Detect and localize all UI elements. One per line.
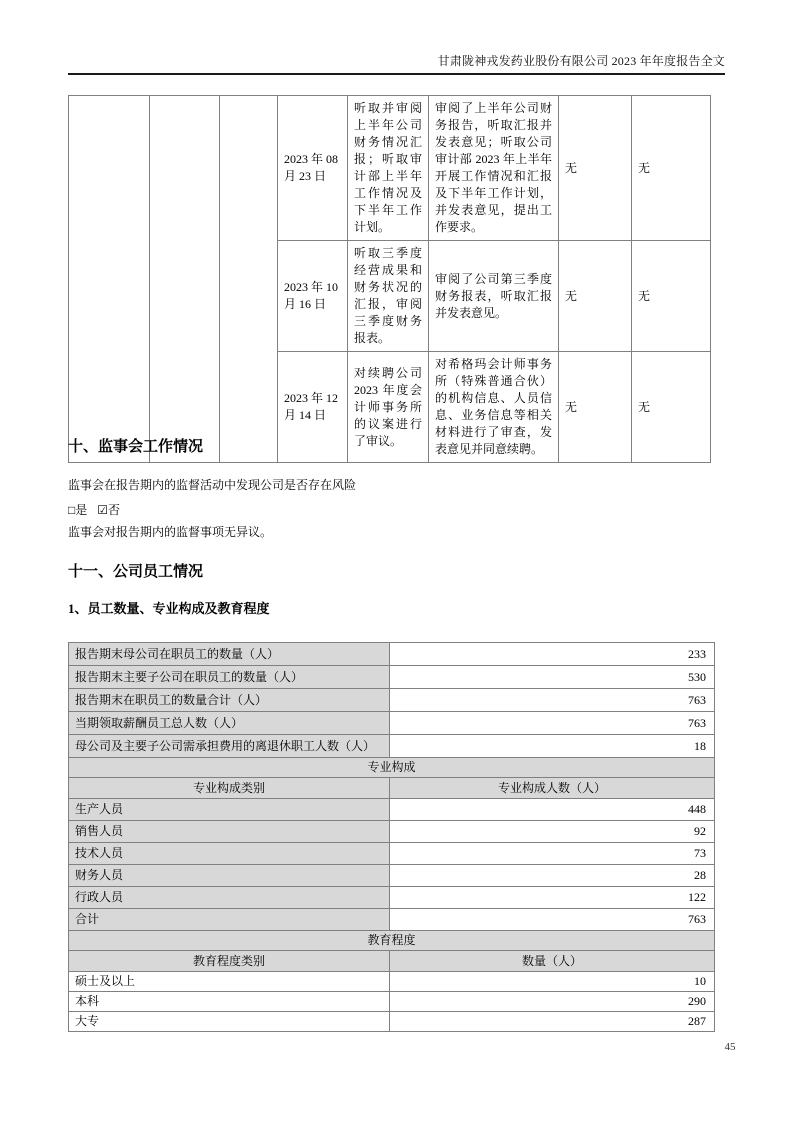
checkbox-yes: □是	[68, 503, 88, 517]
page-header	[68, 52, 725, 69]
table-row	[69, 643, 715, 666]
meeting-other2-cell: 无	[632, 352, 711, 463]
employee-stat-label: 报告期末母公司在职员工的数量（人）	[69, 643, 390, 666]
table-row	[69, 712, 715, 735]
meeting-proposal-cell: 听取三季度经营成果和财务状况的汇报，审阅三季度财务报表。	[348, 241, 429, 352]
employee-stat-value: 530	[390, 666, 715, 689]
table-row	[69, 735, 715, 758]
table-row	[69, 992, 715, 1012]
employee-stat-label: 母公司及主要子公司需承担费用的离退休职工人数（人）	[69, 735, 390, 758]
employee-stat-value: 18	[390, 735, 715, 758]
table-row	[69, 821, 715, 843]
checkbox-no-checked: ☑否	[97, 503, 121, 517]
profession-label: 销售人员	[69, 821, 390, 843]
profession-label: 技术人员	[69, 843, 390, 865]
employee-stat-label: 报告期末在职员工的数量合计（人）	[69, 689, 390, 712]
employee-stat-label: 当期领取薪酬员工总人数（人）	[69, 712, 390, 735]
page-header-title: 甘肃陇神戎发药业股份有限公司 2023 年年度报告全文	[437, 54, 725, 68]
education-label: 本科	[69, 992, 390, 1012]
meeting-opinion-cell: 审阅了公司第三季度财务报表，听取汇报并发表意见。	[429, 241, 559, 352]
employee-stat-value: 233	[390, 643, 715, 666]
supervisory-no-objection: 监事会对报告期内的监督事项无异议。	[68, 525, 273, 539]
table-section-header	[69, 931, 715, 951]
education-label: 大专	[69, 1012, 390, 1032]
empty-cell	[220, 96, 278, 463]
profession-label: 行政人员	[69, 887, 390, 909]
section-employees-title: 十一、公司员工情况	[68, 564, 204, 580]
profession-total-value: 763	[390, 909, 715, 931]
table-column-header	[69, 951, 715, 972]
profession-section-title: 专业构成	[69, 758, 715, 778]
header-rule	[68, 73, 725, 75]
education-col1-header: 教育程度类别	[69, 951, 390, 972]
profession-value: 28	[390, 865, 715, 887]
meeting-date-cell: 2023 年 10 月 16 日	[278, 241, 348, 352]
meetings-row	[69, 96, 711, 241]
meeting-other2-cell: 无	[632, 241, 711, 352]
employee-stat-value: 763	[390, 712, 715, 735]
employee-stat-value: 763	[390, 689, 715, 712]
table-row	[69, 666, 715, 689]
supervisory-risk-question: 监事会在报告期内的监督活动中发现公司是否存在风险	[68, 478, 357, 492]
meeting-date-cell: 2023 年 08 月 23 日	[278, 96, 348, 241]
meeting-opinion-cell: 审阅了上半年公司财务报告，听取汇报并发表意见；听取公司审计部 2023 年上半年开展工作情况和汇报及下半年工作计划，并发表意见，提出工作要求。	[429, 96, 559, 241]
education-col2-header: 数量（人）	[390, 951, 715, 972]
profession-value: 122	[390, 887, 715, 909]
empty-cell	[150, 96, 220, 463]
table-row	[69, 689, 715, 712]
education-section-title: 教育程度	[69, 931, 715, 951]
profession-col1-header: 专业构成类别	[69, 778, 390, 799]
profession-label: 生产人员	[69, 799, 390, 821]
employee-table	[68, 642, 715, 1032]
table-row	[69, 865, 715, 887]
table-row	[69, 843, 715, 865]
education-label: 硕士及以上	[69, 972, 390, 992]
profession-value: 92	[390, 821, 715, 843]
table-row	[69, 909, 715, 931]
page-number: 45	[724, 1041, 736, 1053]
table-section-header	[69, 758, 715, 778]
section-supervisory-title: 十、监事会工作情况	[68, 439, 204, 455]
meeting-opinion-cell: 对希格玛会计师事务所（特殊普通合伙）的机构信息、人员信息、业务信息等相关材料进行了审查，发表意见并同意续聘。	[429, 352, 559, 463]
meeting-proposal-cell: 对续聘公司 2023 年度会计师事务所的议案进行了审议。	[348, 352, 429, 463]
meeting-other1-cell: 无	[559, 241, 632, 352]
meeting-other1-cell: 无	[559, 352, 632, 463]
table-row	[69, 972, 715, 992]
section-employees-subtitle: 1、员工数量、专业构成及教育程度	[68, 601, 270, 616]
employee-stat-label: 报告期末主要子公司在职员工的数量（人）	[69, 666, 390, 689]
profession-label: 财务人员	[69, 865, 390, 887]
meeting-other2-cell: 无	[632, 96, 711, 241]
table-row	[69, 799, 715, 821]
profession-col2-header: 专业构成人数（人）	[390, 778, 715, 799]
meeting-date-cell: 2023 年 12 月 14 日	[278, 352, 348, 463]
profession-value: 448	[390, 799, 715, 821]
table-column-header	[69, 778, 715, 799]
table-row	[69, 1012, 715, 1032]
meetings-table	[68, 95, 711, 463]
supervisory-risk-answer	[68, 502, 725, 518]
education-value: 10	[390, 972, 715, 992]
education-value: 287	[390, 1012, 715, 1032]
table-row	[69, 887, 715, 909]
empty-cell	[69, 96, 150, 463]
meeting-other1-cell: 无	[559, 96, 632, 241]
education-value: 290	[390, 992, 715, 1012]
profession-value: 73	[390, 843, 715, 865]
profession-total-label: 合计	[69, 909, 390, 931]
meeting-proposal-cell: 听取并审阅上半年公司财务情况汇报；听取审计部上半年工作情况及下半年工作计划。	[348, 96, 429, 241]
